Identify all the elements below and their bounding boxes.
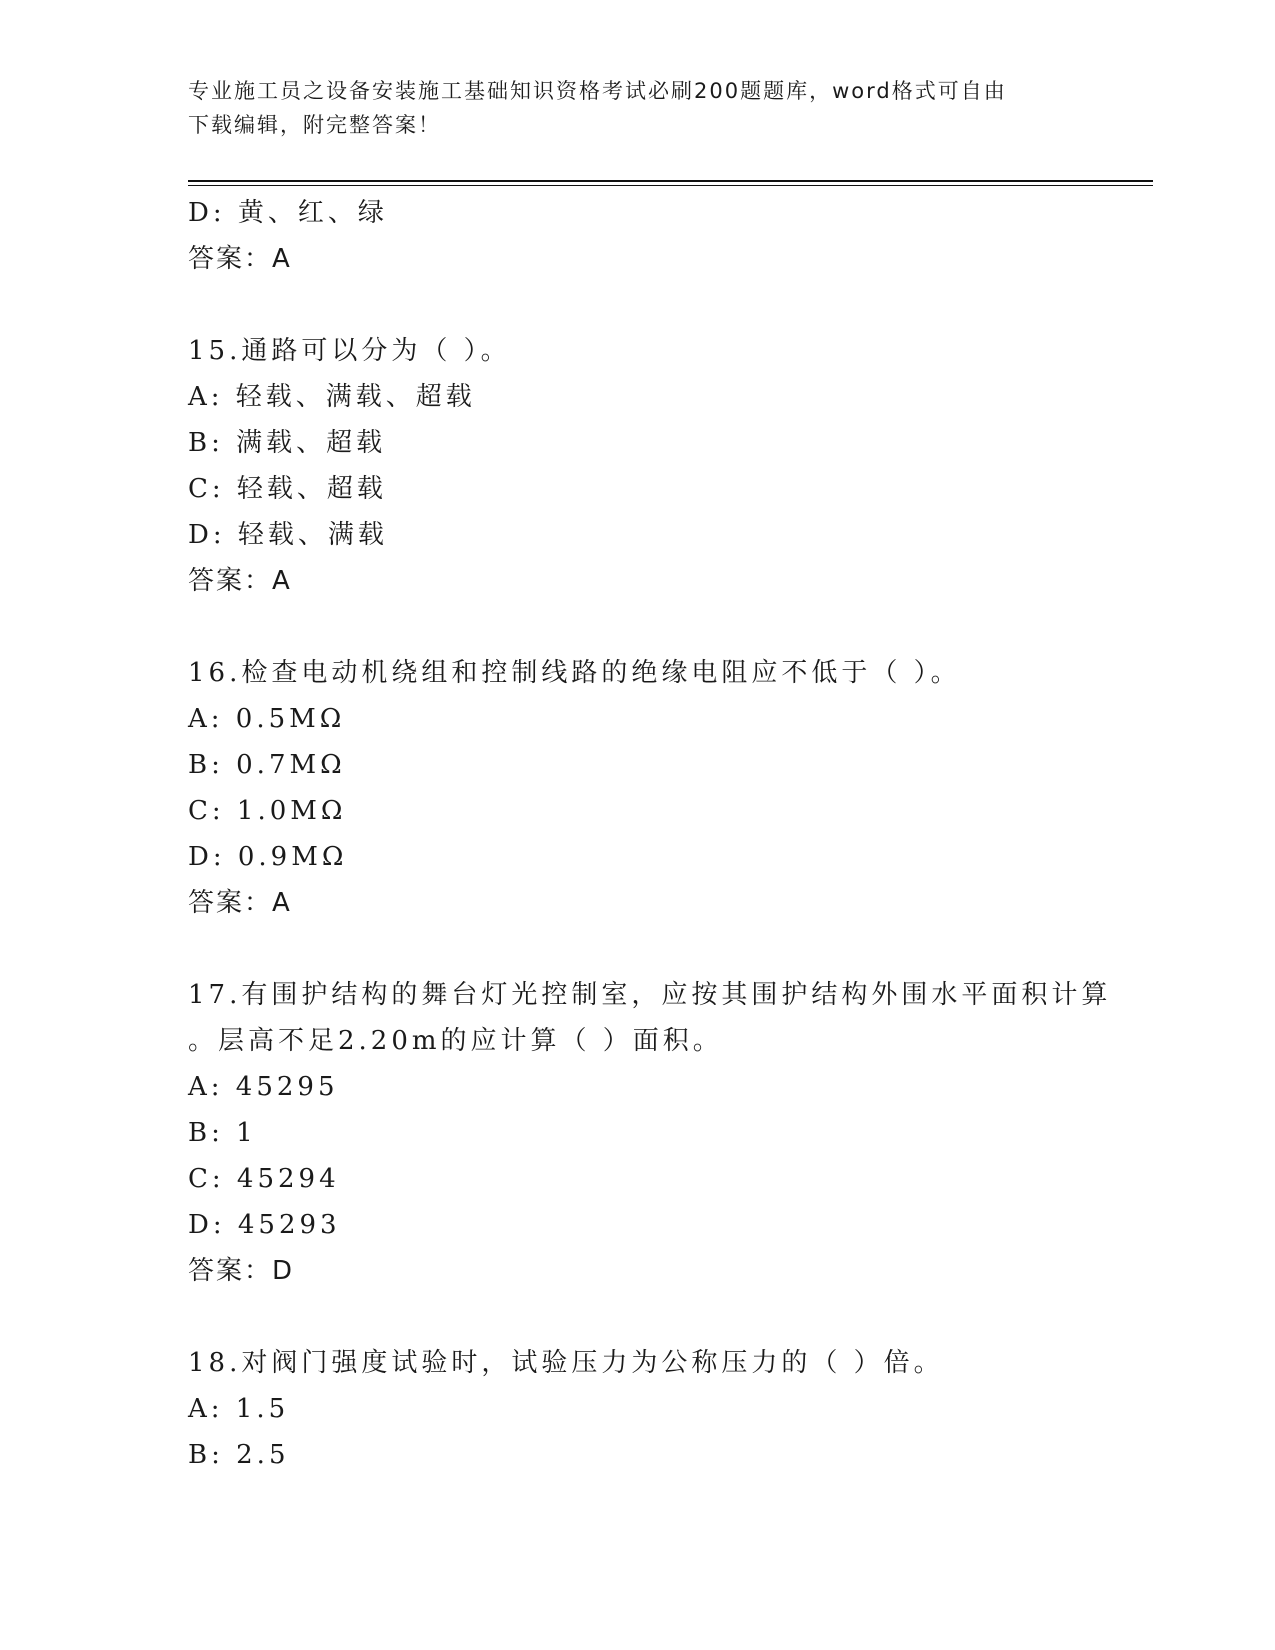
header-rule-thick	[188, 180, 1153, 182]
spacer	[188, 604, 1148, 650]
q16-option-c: C: 1.0MΩ	[188, 796, 347, 826]
q14-answer: 答案：A	[188, 244, 292, 274]
q16-option-d: D: 0.9MΩ	[188, 842, 348, 872]
q16-answer: 答案：A	[188, 888, 292, 918]
q17-option-b: B: 1	[188, 1118, 257, 1148]
header-title-line-2: 下载编辑，附完整答案！	[188, 113, 441, 137]
q17-option-c: C: 45294	[188, 1164, 340, 1194]
q17-question-line-2: 。层高不足2.20m的应计算（ ）面积。	[188, 1026, 723, 1056]
q17-answer: 答案：D	[188, 1256, 295, 1286]
header-rule-thin	[188, 185, 1153, 186]
spacer	[188, 282, 1148, 328]
document-header	[188, 74, 1088, 142]
q16-question: 16.检查电动机绕组和控制线路的绝缘电阻应不低于（ ）。	[188, 658, 961, 688]
q15-option-a: A: 轻载、满载、超载	[188, 382, 476, 412]
q18-option-b: B: 2.5	[188, 1440, 290, 1470]
question-list	[188, 190, 1148, 1478]
header-title-line-1: 专业施工员之设备安装施工基础知识资格考试必刷200题题库，word格式可自由	[188, 79, 1007, 103]
q15-question: 15.通路可以分为（ ）。	[188, 336, 511, 366]
q15-option-c: C: 轻载、超载	[188, 474, 387, 504]
q17-question-line-1: 17.有围护结构的舞台灯光控制室，应按其围护结构外围水平面积计算	[188, 980, 1112, 1010]
q15-option-d: D: 轻载、满载	[188, 520, 388, 550]
q15-answer: 答案：A	[188, 566, 292, 596]
spacer	[188, 1294, 1148, 1340]
q18-question: 18.对阀门强度试验时，试验压力为公称压力的（ ）倍。	[188, 1348, 944, 1378]
q15-option-b: B: 满载、超载	[188, 428, 387, 458]
q14-option-d: D: 黄、红、绿	[188, 198, 388, 228]
q17-option-d: D: 45293	[188, 1210, 341, 1240]
q16-option-a: A: 0.5MΩ	[188, 704, 346, 734]
q16-option-b: B: 0.7MΩ	[188, 750, 346, 780]
q17-option-a: A: 45295	[188, 1072, 339, 1102]
q18-option-a: A: 1.5	[188, 1394, 290, 1424]
spacer	[188, 926, 1148, 972]
